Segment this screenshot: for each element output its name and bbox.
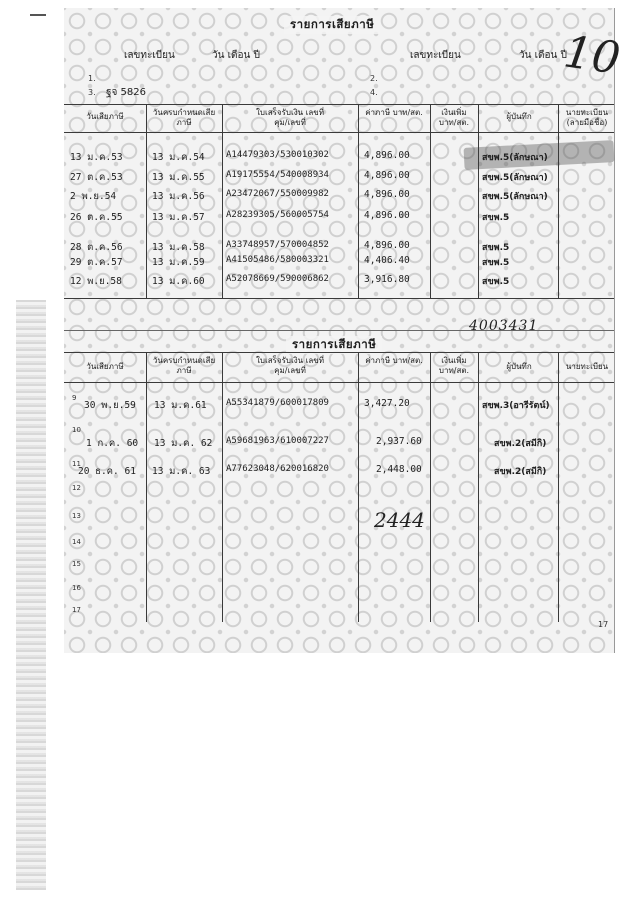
handwritten-note: 2444 bbox=[374, 508, 425, 532]
col2-tax: ค่าภาษี บาท/สต. bbox=[365, 356, 423, 365]
scan-mark bbox=[30, 14, 46, 16]
col-registrar: นายทะเบียน (ลายมือชื่อ) bbox=[565, 108, 609, 127]
entry-2-num: 2. bbox=[370, 74, 378, 83]
col-due-date: วันครบกำหนดเสียภาษี bbox=[152, 108, 216, 127]
entry-3-value: ฐจ 5826 bbox=[106, 87, 147, 98]
col2-recorder: ผู้บันทึก bbox=[506, 362, 532, 371]
col-recorder: ผู้บันทึก bbox=[506, 112, 532, 121]
serial-number: 4003431 bbox=[469, 318, 539, 334]
reg-label: เลขทะเบียน bbox=[124, 50, 175, 61]
entry-4-num: 4. bbox=[370, 88, 378, 97]
row-number: 16 bbox=[72, 584, 81, 592]
date-label-2: วัน เดือน ปี bbox=[519, 50, 567, 61]
col2-receipt: ใบเสร็จรับเงิน เลขที่คุม/เลขที่ bbox=[256, 356, 324, 375]
row-number: 12 bbox=[72, 484, 81, 492]
col2-fine: เงินเพิ่ม บาท/สต. bbox=[438, 356, 470, 375]
registration-page: รายการเสียภาษี เลขทะเบียน วัน เดือน ปี เลขทะเบียน วัน เดือน ปี 10 1. 2. 3. ฐจ 5826 4. วันเสียภาษี วันครบกำหนดเสียภาษี ใบเสร็จรับเงิน เลขที่คุม/เลขที่ ค่าภาษี บาท/สต. เงินเพิ่ม บาท/สต. ผู้บันทึก นายทะเบียน (ลายมือชื่อ) 13 ม.ค.53 13 ม.ค.54 A14479303/530010302 4,896.00 สขพ.5(ลักษณา) 27 ต.ค.53 13 ม.ค.55 A19175554/540008934 4,896.00 สขพ.5(ลักษณา) 2 พ.ย.54 13 ม.ค.56 A23472067/550009982 4,896.00 สขพ.5(ลักษณา) 26 ต.ค.55 13 ม.ค.57 A28239305/560005754 4,896.00 สขพ.5 28 ต.ค.56 13 ม.ค.58 A33748957/570004852 4,896.00 สขพ.5 29 ต.ค.57 13 ม.ค.59 A41505486/580003321 4,406.40 สขพ.5 12 พ.ย.58 13 ม.ค.60 A52078669/590006862 3,916.80 สขพ.5 4003431 รายการเสียภาษี วันเสียภาษี วันครบกำหนดเสียภาษี ใบเสร็จรับเงิน เลขที่คุม/เลขที่ ค่าภาษี บาท/สต. เงินเพิ่ม บาท/สต. ผู้บันทึก นายทะเบียน 9 30 พ.ย.59 13 ม.ค.61 A55341879/600017809 3,427.20 สขพ.3(อารีรัตน์) 10 1 ก.ค. 60 13 ม.ค. 62 A59681963/610007227 2,937.60 สขพ.2(สมีกิ) 11 20 ธ.ค. 61 13 ม.ค. 63 A77623048/620016820 2,448.00 สขพ.2(สมีกิ) 12 13 14 15 16 17 2444 17 bbox=[64, 8, 615, 653]
col-tax: ค่าภาษี บาท/สต. bbox=[365, 108, 423, 117]
col-receipt: ใบเสร็จรับเงิน เลขที่คุม/เลขที่ bbox=[256, 108, 324, 127]
row-number: 14 bbox=[72, 538, 81, 546]
col2-registrar: นายทะเบียน bbox=[565, 362, 609, 371]
section1-title: รายการเสียภาษี bbox=[284, 16, 380, 34]
row-number: 17 bbox=[72, 606, 81, 614]
col2-pay-date: วันเสียภาษี bbox=[86, 362, 124, 371]
entry-1-num: 1. bbox=[88, 74, 96, 83]
scan-edge-artifact bbox=[16, 300, 46, 890]
reg-label-2: เลขทะเบียน bbox=[410, 50, 461, 61]
row-number: 15 bbox=[72, 560, 81, 568]
col2-due-date: วันครบกำหนดเสียภาษี bbox=[152, 356, 216, 375]
date-label: วัน เดือน ปี bbox=[212, 50, 260, 61]
row-number: 13 bbox=[72, 512, 81, 520]
entry-3-num: 3. bbox=[88, 88, 96, 97]
page-number: 17 bbox=[598, 620, 609, 629]
col-fine: เงินเพิ่ม บาท/สต. bbox=[438, 108, 470, 127]
section2-title: รายการเสียภาษี bbox=[286, 336, 382, 354]
col-pay-date: วันเสียภาษี bbox=[86, 112, 124, 121]
handwritten-number: 10 bbox=[560, 26, 624, 85]
